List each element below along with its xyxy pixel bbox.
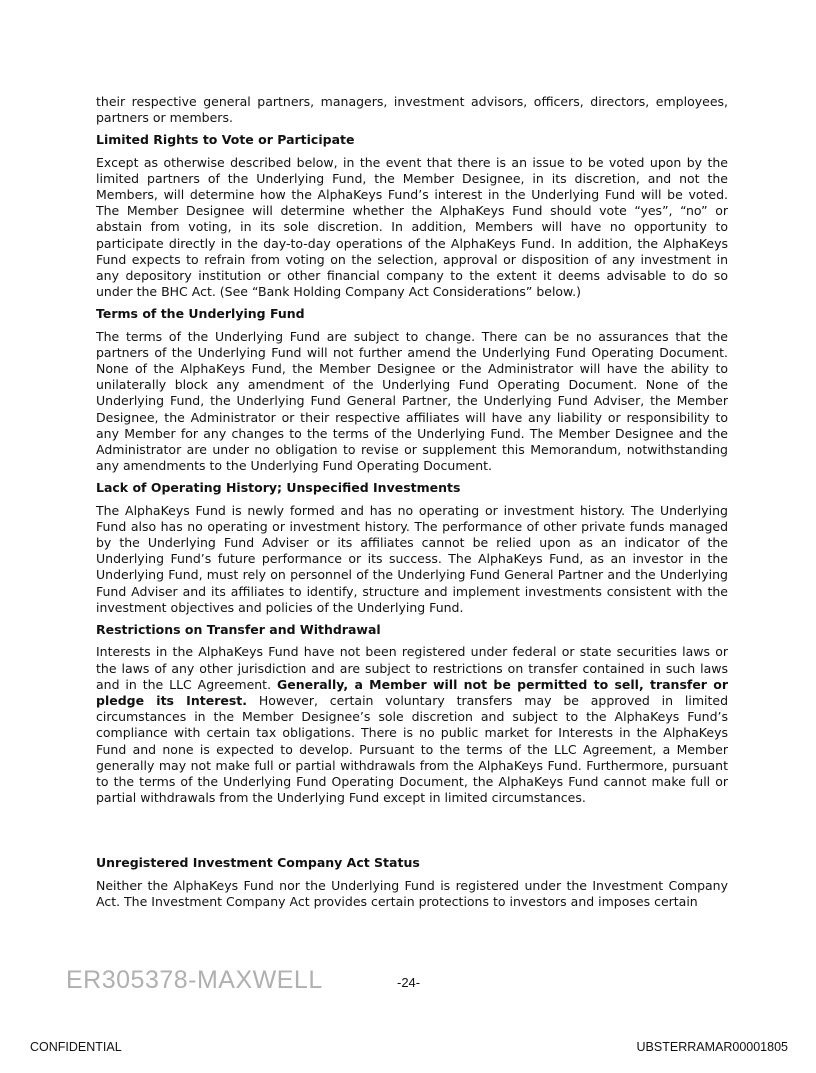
transfer-bold-text: Generally, a Member will not be permitted to sell, transfer or pledge its Interest. [96,676,728,708]
transfer-text-after: However, certain voluntary transfers may be approved in limited circumstances in the Member Designee’s sole discretion and subject to the AlphaKeys Fund’s compliance with certain tax obligations. There is no public market for Interests in the AlphaKeys Fund and none is expected to develop. Pursuant to the terms of the LLC Agreement, a Member generally may not make full or partial withdrawals from the AlphaKeys Fund. Furthermore, pursuant to the terms of the Underlying Fund Operating Document, the AlphaKeys Fund cannot make full or partial withdrawals from the Underlying Fund except in limited circumstances. [96,692,729,806]
page-number: -24- [397,975,421,990]
section-heading-voting: Limited Rights to Vote or Participate [96,132,355,148]
section-text-ica: Neither the AlphaKeys Fund nor the Underlying Fund is registered under the Investment Company Act. The Investment Company Act provides certain protections to investors and imposes certain [96,877,728,909]
bates-number: UBSTERRAMAR00001805 [636,1040,788,1054]
section-text-terms: The terms of the Underlying Fund are subject to change. There can be no assurances that the partners of the Underlying Fund will not further amend the Underlying Fund Operating Document. None of the AlphaKeys Fund, the Member Designee or the Administrator will have the ability to unilaterally block any amendment of the Underlying Fund Operating Document. None of the Underlying Fund, the Underlying Fund General Partner, the Underlying Fund Adviser, the Member Designee, the Administrator or their respective affiliates will have any liability or responsibility to any Member for any changes to the terms of the Underlying Fund. The Member Designee and the Administrator are under no obligation to revise or supplement this Memorandum, notwithstanding any amendments to the Underlying Fund Operating Document. [96,328,728,474]
section-text-voting: Except as otherwise described below, in the event that there is an issue to be voted upon by the limited partners of the Underlying Fund, the Member Designee, in its discretion, and not the Members, will determine how the AlphaKeys Fund’s interest in the Underlying Fund will be voted. The Member Designee will determine whether the AlphaKeys Fund should vote “yes”, “no” or abstain from voting, in its sole discretion. In addition, Members will have no opportunity to participate directly in the day-to-day operations of the AlphaKeys Fund. In addition, the AlphaKeys Fund expects to refrain from voting on the selection, approval or disposition of any investment in any depository institution or other financial company to the extent it deems advisable to do so under the BHC Act. (See “Bank Holding Company Act Considerations” below.) [96,154,728,300]
section-text-history: The AlphaKeys Fund is newly formed and has no operating or investment history. The Underlying Fund also has no operating or investment history. The performance of other private funds managed by the Underlying Fund Adviser or its affiliates cannot be relied upon as an indicator of the Underlying Fund’s future performance or its success. The AlphaKeys Fund, as an investor in the Underlying Fund, must rely on personnel of the Underlying Fund General Partner and the Underlying Fund Adviser and its affiliates to identify, structure and implement investments consistent with the investment objectives and policies of the Underlying Fund. [96,502,728,615]
section-heading-terms: Terms of the Underlying Fund [96,306,305,322]
transfer-text-before: Interests in the AlphaKeys Fund have not been registered under federal or state securities laws or the laws of any other jurisdiction and are subject to restrictions on transfer contained in such laws and in the LLC Agreement. [96,644,728,692]
section-spacer [96,812,728,855]
section-heading-transfer: Restrictions on Transfer and Withdrawal [96,622,381,638]
document-body [96,94,728,916]
section-heading-ica: Unregistered Investment Company Act Status [96,855,420,871]
intro-paragraph: their respective general partners, managers, investment advisors, officers, directors, employees, partners or members. [96,94,728,126]
section-heading-history: Lack of Operating History; Unspecified Investments [96,480,461,496]
confidential-label: CONFIDENTIAL [30,1040,122,1054]
exhibit-stamp: ER305378-MAXWELL [66,966,323,994]
section-text-transfer [96,644,728,806]
